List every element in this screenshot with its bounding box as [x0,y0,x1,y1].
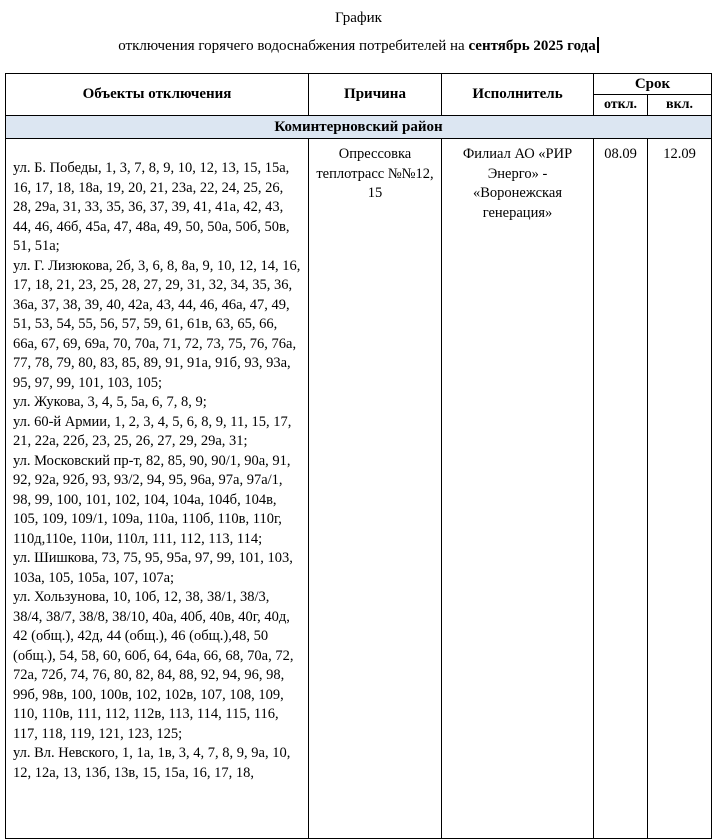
col-header-objects: Объекты отключения [6,74,309,116]
col-header-off: откл. [594,95,648,116]
street-entry: ул. Шишкова, 73, 75, 95, 95а, 97, 99, 101, 103, 103а, 105, 105а, 107, 107а; [13,550,293,586]
table-row [6,139,712,839]
reason-cell[interactable]: Опрессовка теплотрасс №№12, 15 [309,139,442,839]
executor-cell[interactable]: Филиал АО «РИР Энерго» - «Воронежская генерация» [442,139,594,839]
objects-cell[interactable] [6,139,309,839]
col-header-executor: Исполнитель [442,74,594,116]
doc-subtitle-bold: сентябрь 2025 года [468,38,596,54]
off-date-cell[interactable]: 08.09 [594,139,648,839]
street-entry: ул. Хользунова, 10, 10б, 12, 38, 38/1, 38/3, 38/4, 38/7, 38/8, 38/10, 40а, 40б, 40в, 40г, 40д, 42 (общ.), 42д, 44 (общ.), 46 (общ.),48, 50 (общ.), 54, 58, 60, 60б, 64, 64а, 66, 68, 70а, 72, 72а, 72б, 74, 76, 80, 82, 84, 88, 92, 94, 96, 98, 99б, 98в, 100, 100в, 102, 102в, 107, 108, 109, 110, 110в, 111, 112, 112в, 113, 114, 115, 116, 117, 118, 119, 121, 123, 125; [13,589,294,742]
district-section-header: Коминтерновский район [6,116,712,139]
doc-title: График [335,10,382,26]
street-entry: ул. Московский пр-т, 82, 85, 90, 90/1, 90а, 91, 92, 92а, 92б, 93, 93/2, 94, 95, 96а, 97а, 97а/1, 98, 99, 100, 101, 102, 104, 104а, 104б, 104в, 105, 109, 109/1, 109а, 110а, 110б, 110в, 110г, 110д,110е, 110и, 110л, 111, 112, 113, 114; [13,452,291,547]
on-date-cell[interactable]: 12.09 [648,139,712,839]
col-header-period: Срок [594,74,712,95]
street-entry: ул. Б. Победы, 1, 3, 7, 8, 9, 10, 12, 13, 15, 15а, 16, 17, 18, 18а, 19, 20, 21, 23а, 22, 24, 25, 26, 28, 29а, 31, 33, 35, 36, 37, 39, 41, 41а, 42, 43, 44, 46, 46б, 45а, 47, 48а, 49, 50, 50а, 50б, 50в, 51, 51а; [13,160,290,254]
street-entry: ул. Жукова, 3, 4, 5, 5а, 6, 7, 8, 9; [13,394,207,410]
street-entry: ул. 60-й Армии, 1, 2, 3, 4, 5, 6, 8, 9, 11, 15, 17, 21, 22а, 22б, 23, 25, 26, 27, 29, 29а, 31; [13,413,292,449]
text-cursor [597,37,599,53]
document-page[interactable] [0,10,717,839]
street-entry: ул. Г. Лизюкова, 2б, 3, 6, 8, 8а, 9, 10, 12, 14, 16, 17, 18, 21, 23, 25, 28, 27, 29, 31, 32, 34, 35, 36, 36а, 37, 38, 39, 40, 42а, 43, 44, 46, 46а, 47, 49, 51, 53, 54, 55, 56, 57, 59, 61, 61в, 63, 65, 66, 66а, 67, 69, 69а, 70, 70а, 71, 72, 73, 75, 76, 76а, 77, 78, 79, 80, 83, 85, 89, 91, 91а, 91б, 93, 93а, 95, 97, 99, 101, 103, 105; [13,257,301,391]
doc-subtitle-normal: отключения горячего водоснабжения потребителей на [118,38,469,54]
doc-subtitle [0,37,717,55]
shutdown-schedule-table [5,73,712,839]
street-entry: ул. Вл. Невского, 1, 1а, 1в, 3, 4, 7, 8, 9, 9а, 10, 12, 12а, 13, 13б, 13в, 15, 15а, 16, 17, 18, [13,745,291,781]
col-header-on: вкл. [648,95,712,116]
col-header-reason: Причина [309,74,442,116]
